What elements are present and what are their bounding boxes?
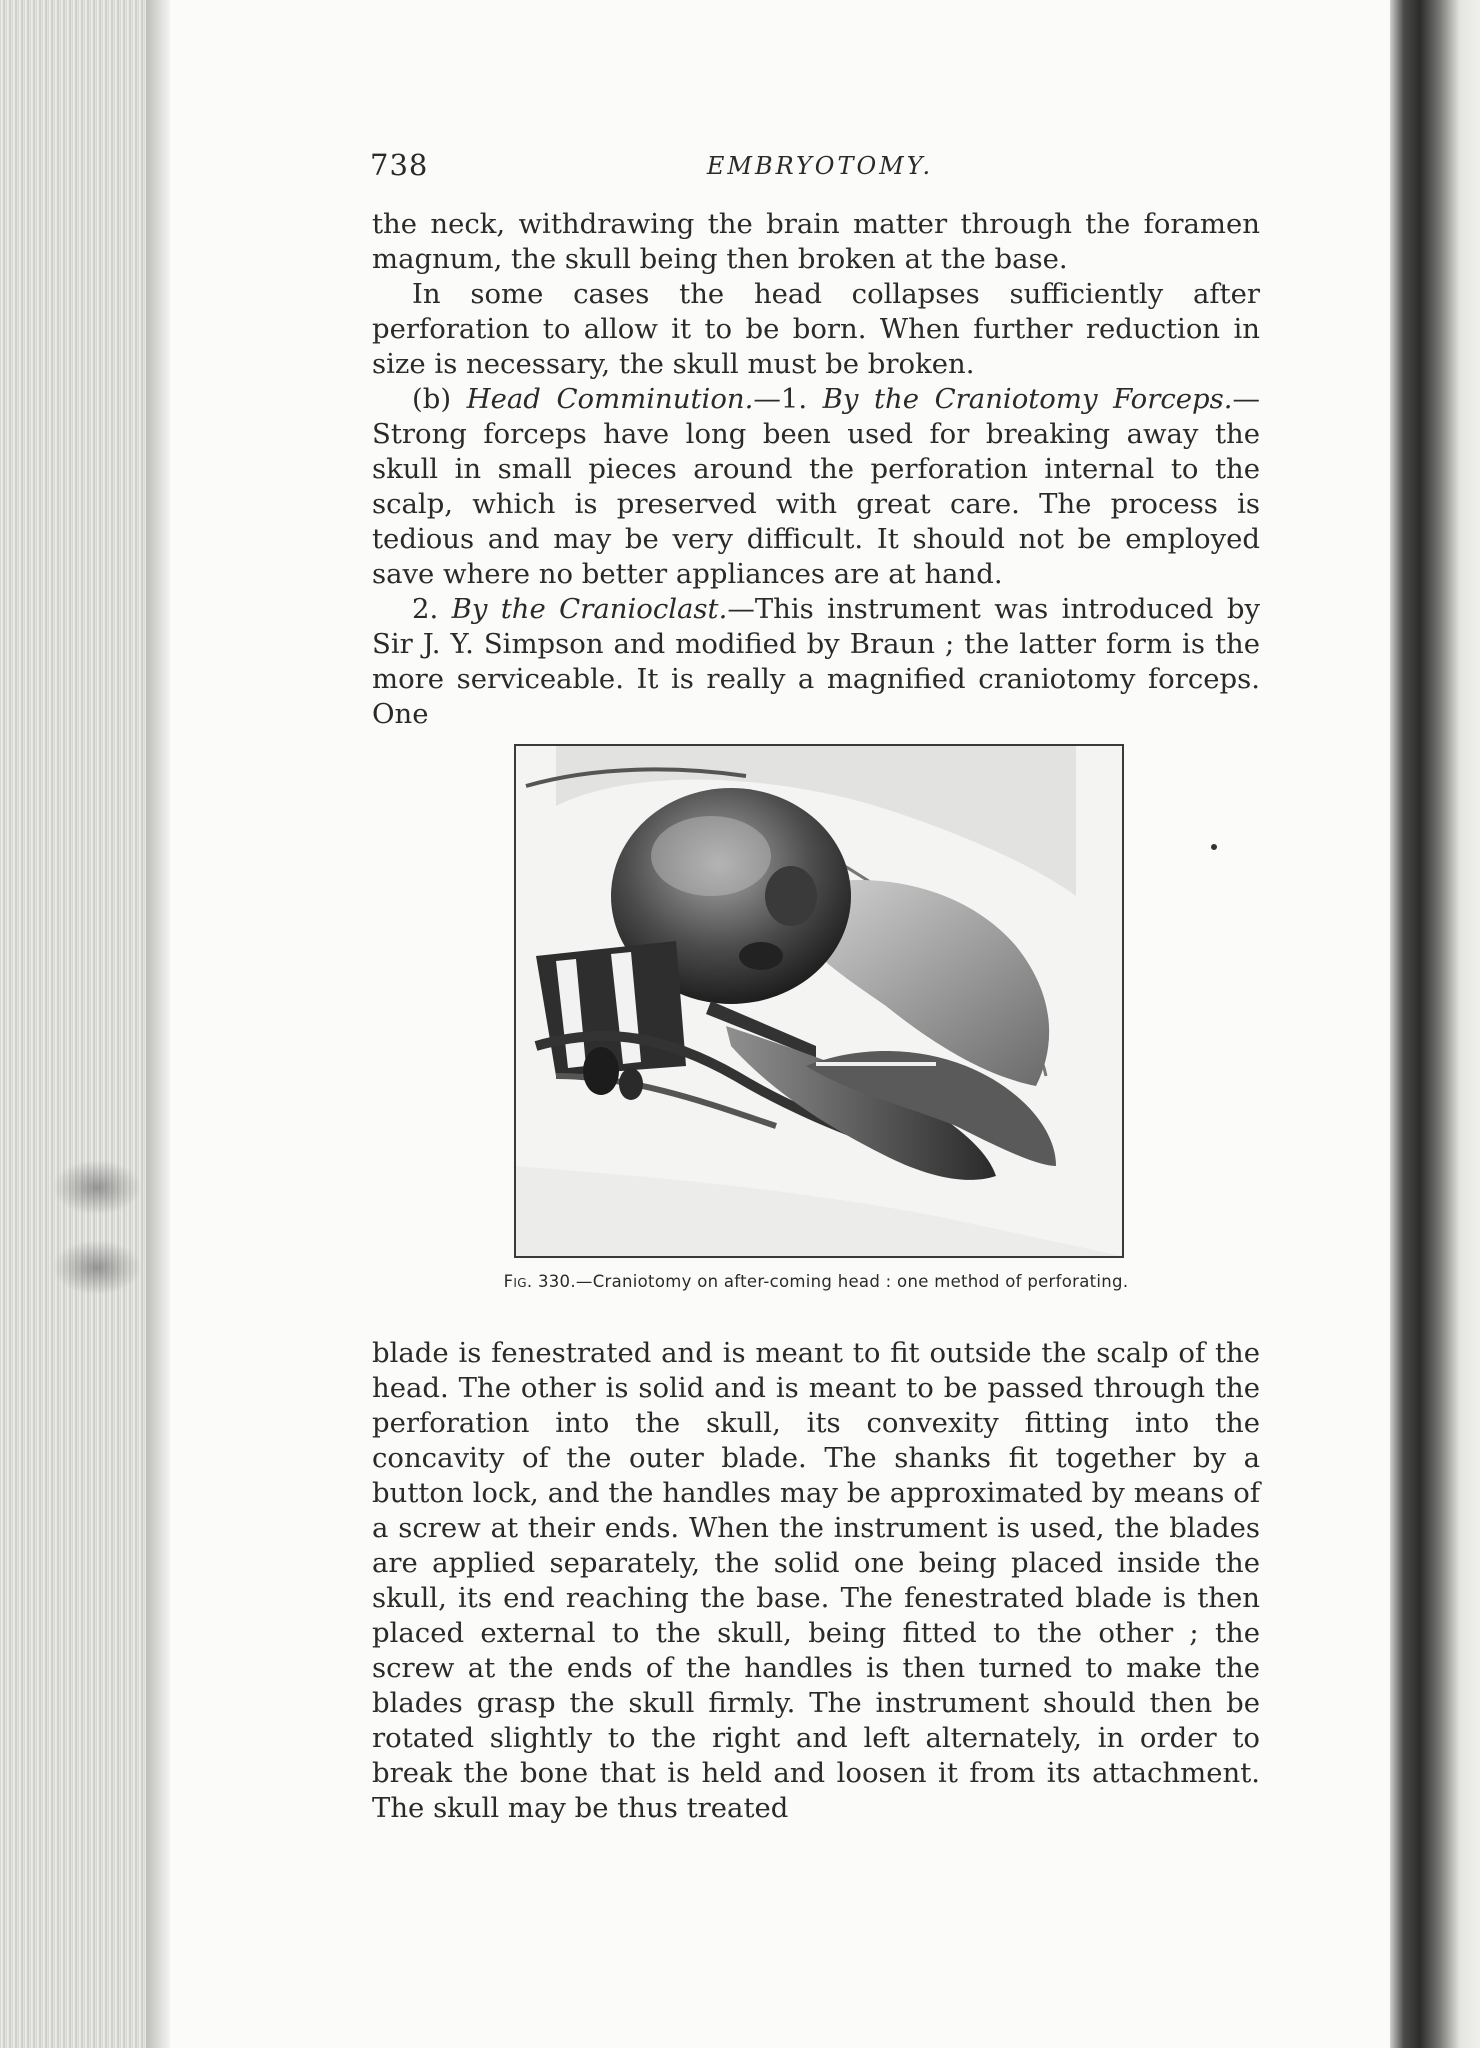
section-heading: Head Comminution. (466, 383, 754, 415)
print-speck (1211, 844, 1217, 850)
paragraph: In some cases the head collapses sufficiently after perforation to allow it to be born. When further reduction in size is necessary, the skull must be broken. (372, 278, 1260, 380)
figure-caption (372, 1272, 1260, 1291)
running-head (370, 148, 1270, 188)
craniotomy-illustration (516, 746, 1122, 1256)
ink-blot (52, 1160, 142, 1215)
running-title: EMBRYOTOMY. (706, 152, 934, 180)
body-text-bottom (372, 1336, 1260, 1826)
paragraph: blade is fenestrated and is meant to fit outside the scalp of the head. The other is solid and is meant to be passed through the perforation into the skull, its convexity fitting into the concavity of the outer blade. The shanks fit together by a button lock, and the handles may be approximated by means of a screw at their ends. When the instrument is used, the blades are applied separately, the solid one being placed inside the skull, its end reaching the base. The fenestrated blade is then placed external to the skull, being fitted to the other ; the screw at the ends of the handles is then turned to make the blades grasp the skull firmly. The instrument should then be rotated slightly to the right and left alternately, in order to break the bone that is held and loosen it from its attachment. The skull may be thus treated (372, 1337, 1260, 1824)
body-text-top (372, 207, 1260, 732)
book-page-stack (0, 0, 170, 2048)
item-number: 2. (412, 593, 452, 625)
ink-blot (52, 1240, 142, 1295)
subsection-heading: By the Cranioclast. (451, 593, 728, 625)
subsection-heading: By the Craniotomy Forceps. (822, 383, 1233, 415)
section-label: (b) (412, 383, 452, 415)
paragraph-head-comminution (372, 382, 1260, 592)
paragraph-cranioclast (372, 592, 1260, 732)
book-binding (1390, 0, 1480, 2048)
paragraph: the neck, withdrawing the brain matter through the foramen magnum, the skull being then broken at the base. (372, 208, 1260, 275)
dash-numeral: —1. (753, 383, 823, 415)
figure-illustration (514, 744, 1124, 1258)
page-number: 738 (370, 148, 429, 182)
paragraph-text: —This instrument was introduced by Sir J. Y. Simpson and modified by Braun ; the latter form is the more serviceable. It is really a magnified craniotomy forceps. One (372, 593, 1261, 730)
paragraph-text: —Strong forceps have long been used for breaking away the skull in small pieces around the perforation internal to the scalp, which is preserved with great care. The process is tedious and may be very difficult. It should not be employed save where no better appliances are at hand. (372, 383, 1260, 590)
caption-text: —Craniotomy on after-coming head : one method of perforating. (575, 1272, 1129, 1291)
figure-label: Fig. 330. (503, 1272, 576, 1291)
